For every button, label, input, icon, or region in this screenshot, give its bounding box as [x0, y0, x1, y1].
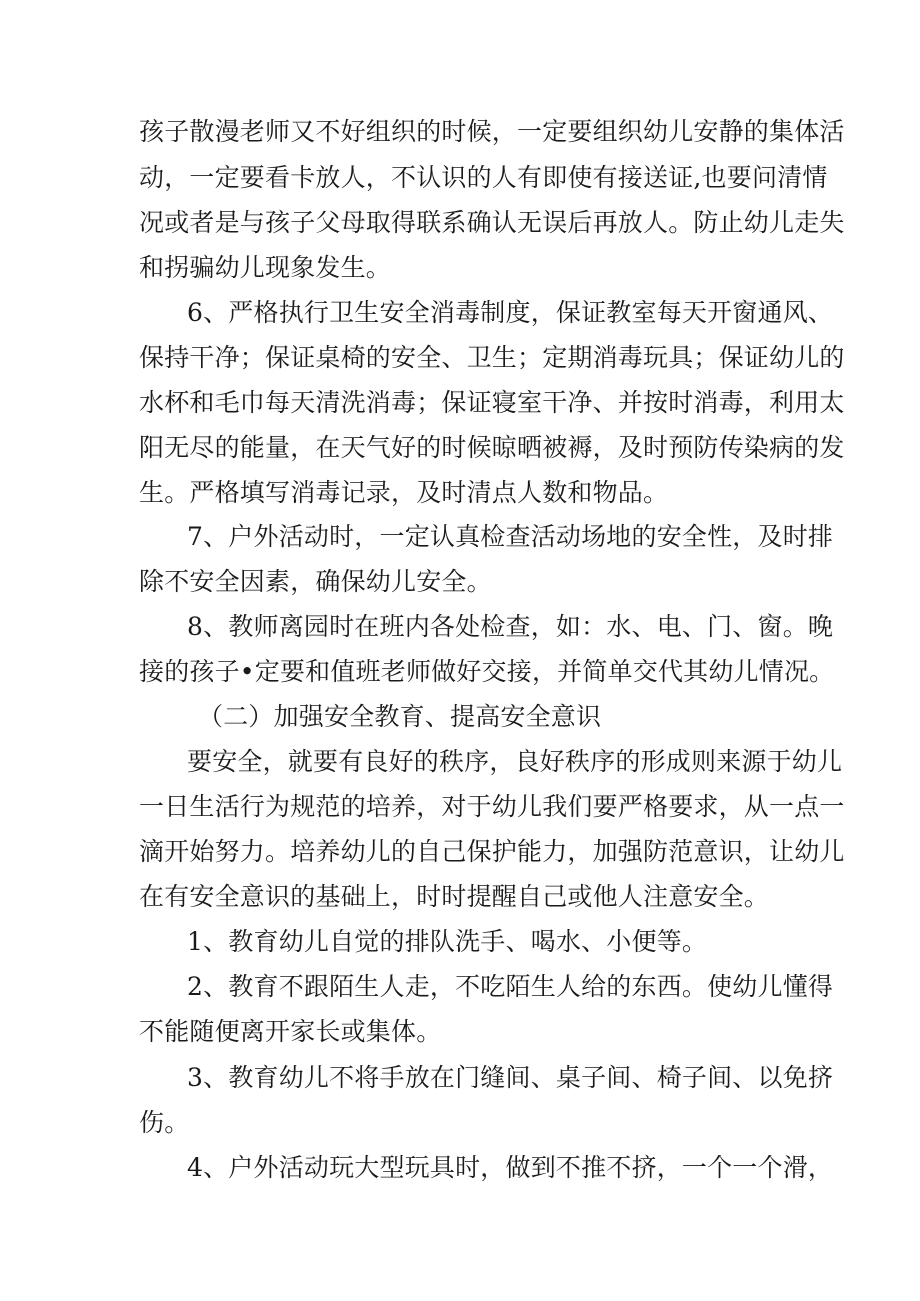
edu-item-3-line: 3、教育幼儿不将手放在门缝间、桌子间、椅子间、以免挤: [187, 1063, 834, 1092]
intro-paragraph-line: 要安全，就要有良好的秩序，良好秩序的形成则来源于幼儿: [187, 747, 843, 776]
list-item-8-line: 接的孩子•定要和值班老师做好交接，并简单交代其幼儿情况。: [139, 657, 835, 686]
paragraph-line: 动，一定要看卡放人，不认识的人有即使有接送证,也要问清情: [139, 163, 828, 192]
paragraph-line: 况或者是与孩子父母取得联系确认无误后再放人。防止幼儿走失: [139, 208, 845, 237]
list-item-6-line: 6、严格执行卫生安全消毒制度，保证教室每天开窗通风、: [187, 298, 834, 327]
edu-item-2-line: 2、教育不跟陌生人走，不吃陌生人给的东西。使幼儿懂得: [187, 972, 834, 1001]
edu-item-2-line: 不能随便离开家长或集体。: [139, 1017, 442, 1046]
section-heading: （二）加强安全教育、提高安全意识: [198, 702, 602, 731]
list-item-7-line: 除不安全因素，确保幼儿安全。: [139, 567, 492, 596]
paragraph-line: 孩子散漫老师又不好组织的时候，一定要组织幼儿安静的集体活: [139, 117, 845, 146]
edu-item-3-line: 伤。: [139, 1108, 190, 1137]
list-item-6-line: 生。严格填写消毒记录，及时清点人数和物品。: [139, 478, 669, 507]
list-item-6-line: 水杯和毛巾每天清洗消毒；保证寝室干净、并按时消毒，利用太: [139, 388, 845, 417]
intro-paragraph-line: 在有安全意识的基础上，时时提醒自己或他人注意安全。: [139, 882, 770, 911]
list-item-6-line: 保持干净；保证桌椅的安全、卫生；定期消毒玩具；保证幼儿的: [139, 343, 845, 372]
paragraph-line: 和拐骗幼儿现象发生。: [139, 253, 392, 282]
list-item-7-line: 7、户外活动时，一定认真检查活动场地的安全性，及时排: [187, 522, 834, 551]
intro-paragraph-line: 一日生活行为规范的培养，对于幼儿我们要严格要求，从一点一: [139, 792, 845, 821]
edu-item-1-line: 1、教育幼儿自觉的排队洗手、喝水、小便等。: [187, 927, 708, 956]
intro-paragraph-line: 滴开始努力。培养幼儿的自己保护能力，加强防范意识，让幼儿: [139, 837, 845, 866]
list-item-6-line: 阳无尽的能量，在天气好的时候晾晒被褥，及时预防传染病的发: [139, 433, 845, 462]
edu-item-4-line: 4、户外活动玩大型玩具时，做到不推不挤，一个一个滑，: [187, 1153, 834, 1182]
list-item-8-line: 8、教师离园时在班内各处检查，如：水、电、门、窗。晚: [187, 612, 834, 641]
